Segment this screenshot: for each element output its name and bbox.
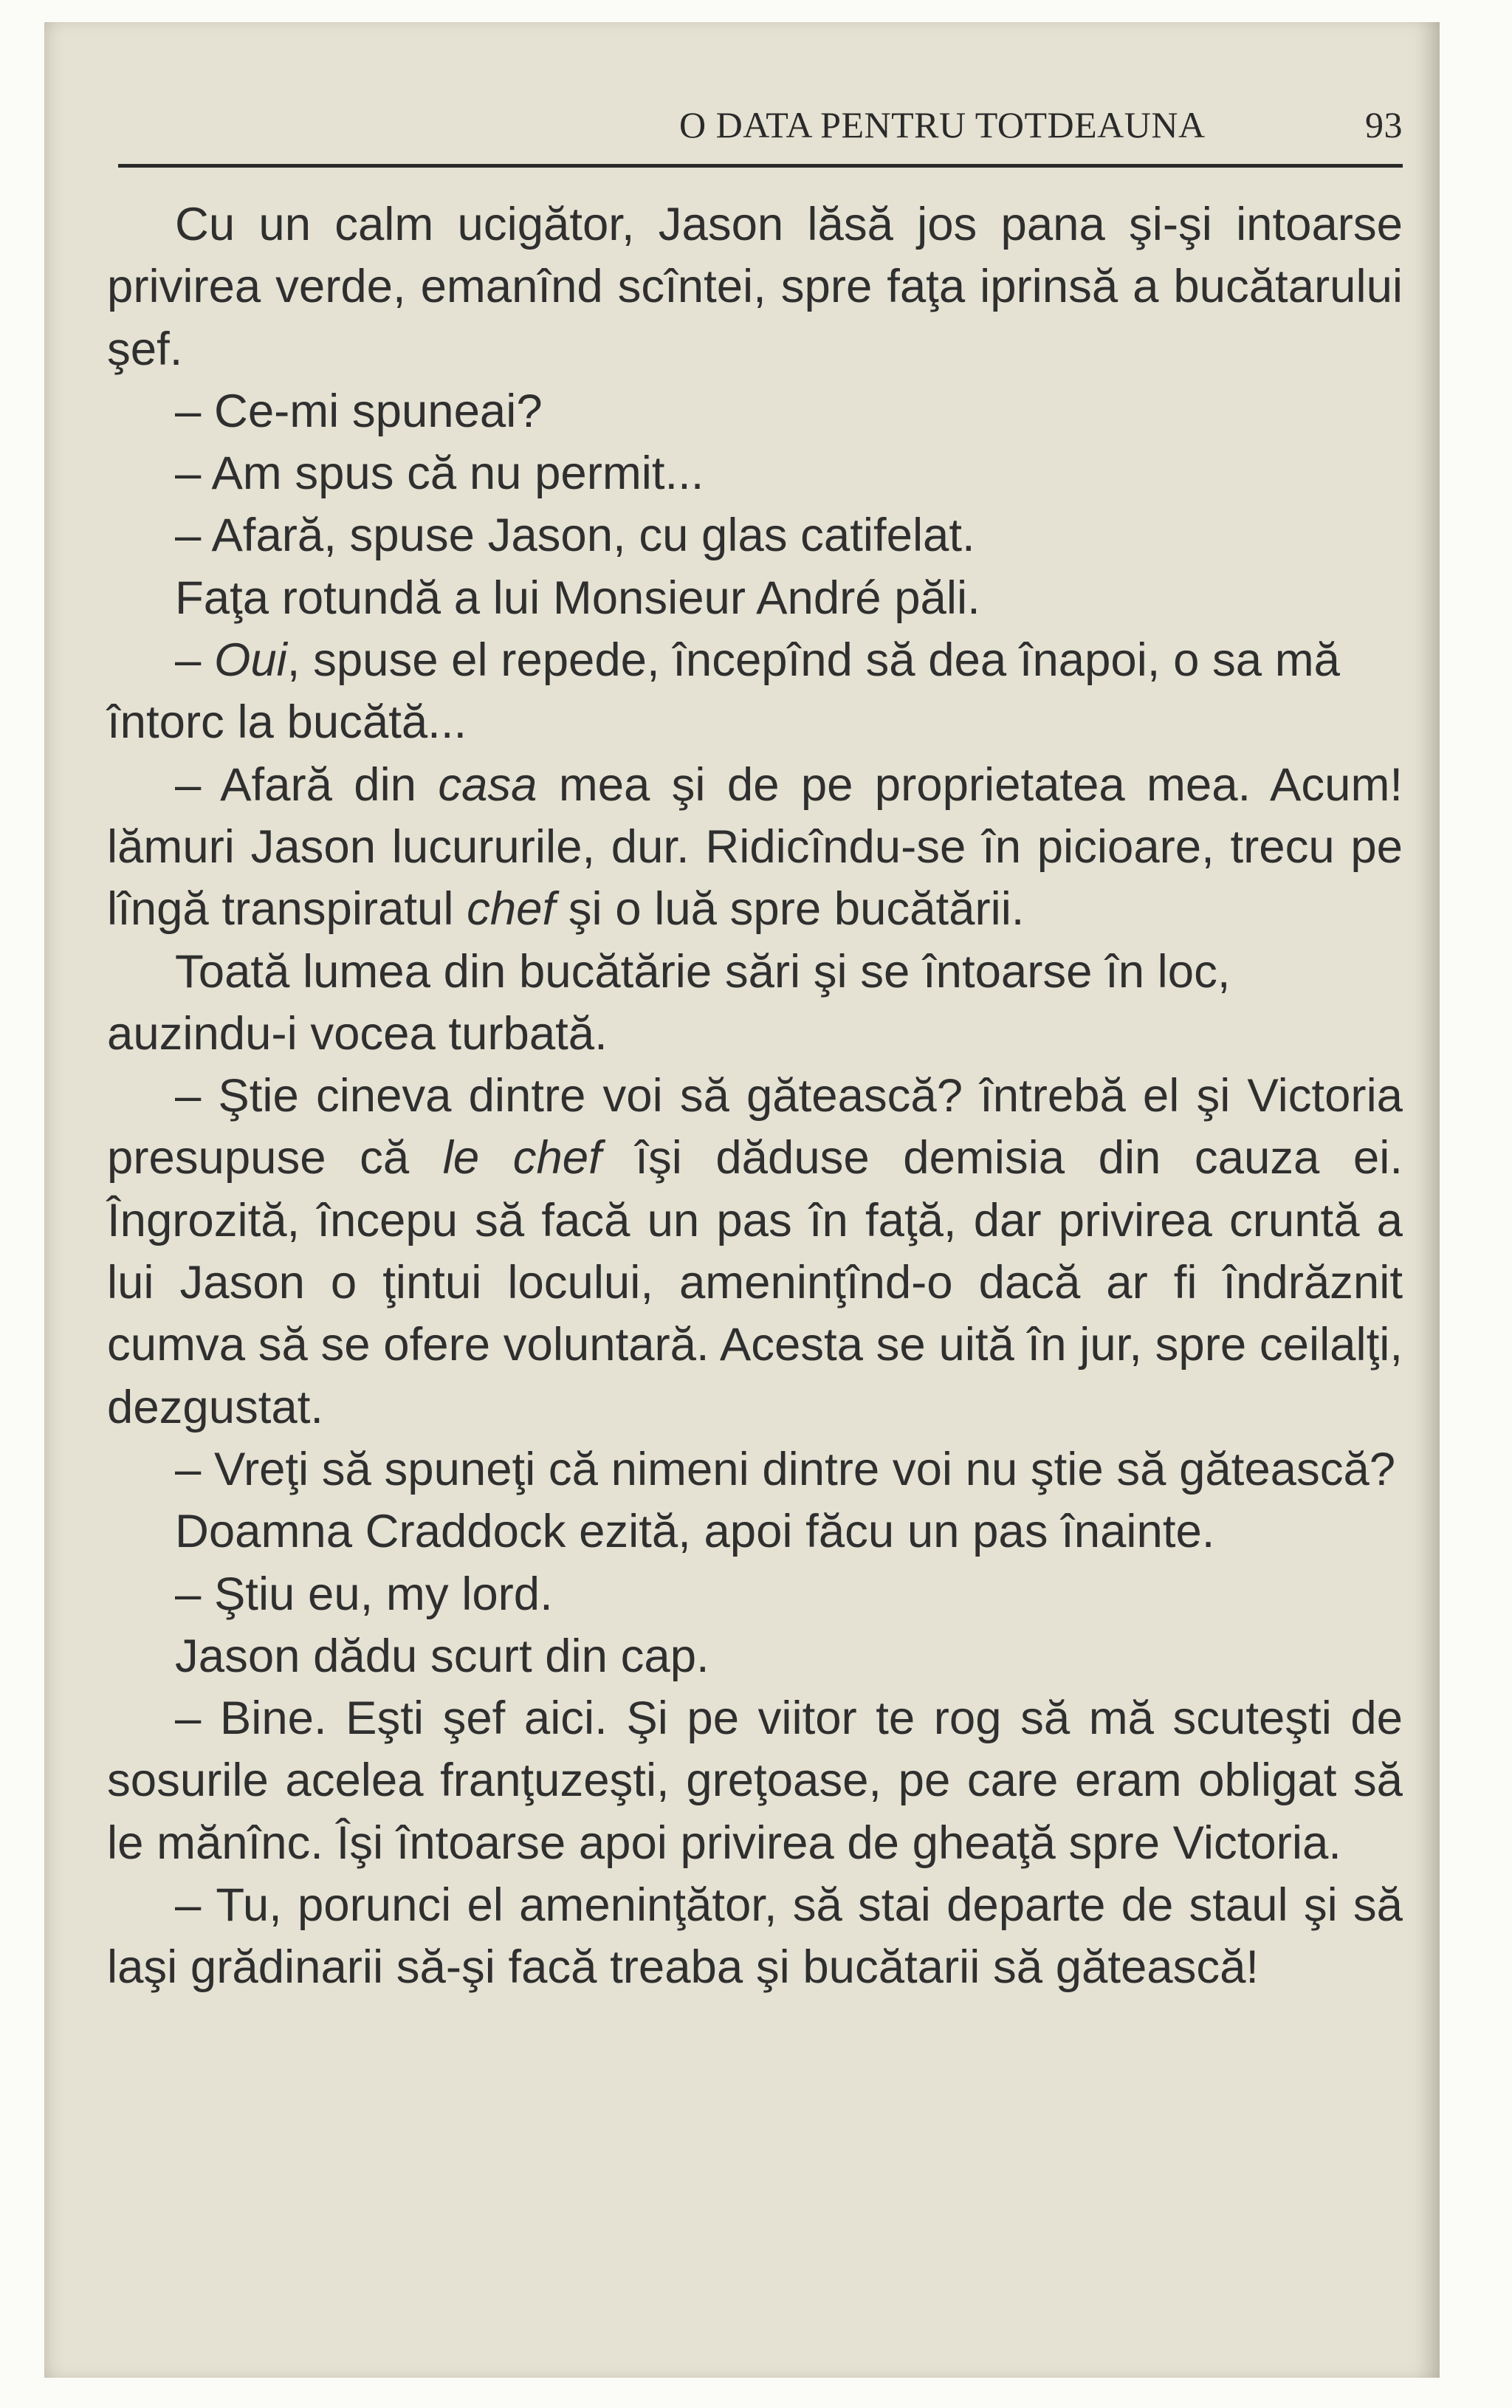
book-page bbox=[44, 22, 1440, 2378]
paragraph: – Afară, spuse Jason, cu glas catifelat. bbox=[175, 510, 975, 562]
paragraph: Doamna Craddock ezită, apoi făcu un pas înainte. bbox=[175, 1506, 1215, 1558]
body-text bbox=[107, 193, 1403, 1999]
paragraph: – Ce-mi spuneai? bbox=[175, 385, 543, 437]
paragraph: – Oui, spuse el repede, începînd să dea înapoi, o sa mă întorc la bucătă... bbox=[107, 634, 1340, 749]
italic-word: le chef bbox=[442, 1132, 602, 1184]
italic-word: casa bbox=[438, 758, 537, 811]
paragraph: Cu un calm ucigător, Jason lăsă jos pana şi-şi intoarse privirea verde, emanînd scîntei, spre faţa iprinsă a bucătarului şef. bbox=[107, 199, 1403, 375]
page-number: 93 bbox=[1365, 104, 1403, 145]
paragraph: – Ştie cineva dintre voi să gătească? întrebă el şi Victoria presupuse că le chef îşi dăduse demisia din cauza ei. Îngrozită, începu să facă un pas în faţă, dar privirea cruntă a lui Jason o ţintui locului, ameninţînd-o dacă ar fi îndrăznit cumva să se ofere voluntară. Acesta se uită în jur, spre ceilalţi, dezgustat. bbox=[107, 1070, 1403, 1433]
paragraph: Jason dădu scurt din cap. bbox=[175, 1630, 709, 1682]
paragraph: – Afară din casa mea şi de pe proprietatea mea. Acum! lămuri Jason lucururile, dur. Ridicîndu-se în picioare, trecu pe lîngă transpiratul chef şi o luă spre bucătării. bbox=[107, 758, 1403, 936]
paragraph: – Ştiu eu, my lord. bbox=[175, 1568, 553, 1620]
paragraph: Toată lumea din bucătărie sări şi se întoarse în loc, auzindu-i vocea turbată. bbox=[107, 945, 1231, 1060]
italic-word: chef bbox=[467, 883, 556, 936]
paragraph: – Bine. Eşti şef aici. Şi pe viitor te rog să mă scuteşti de sosurile acelea franţuzeşti, greţoase, pe care eram obligat să le mănînc. Îşi întoarse apoi privirea de gheaţă spre Victoria. bbox=[107, 1692, 1403, 1869]
paragraph: – Am spus că nu permit... bbox=[175, 447, 704, 500]
paragraph: – Tu, porunci el ameninţător, să stai departe de staul şi să laşi grădinarii să-şi facă treaba şi bucătarii să gătească! bbox=[107, 1879, 1403, 1994]
running-title: O DATA PENTRU TOTDEAUNA bbox=[679, 104, 1206, 145]
header-rule bbox=[118, 164, 1403, 168]
paragraph: Faţa rotundă a lui Monsieur André păli. bbox=[175, 572, 980, 624]
italic-word: Oui bbox=[213, 634, 287, 687]
running-header bbox=[118, 87, 1403, 154]
paragraph: – Vreţi să spuneţi că nimeni dintre voi nu ştie să gătească? bbox=[175, 1443, 1396, 1495]
